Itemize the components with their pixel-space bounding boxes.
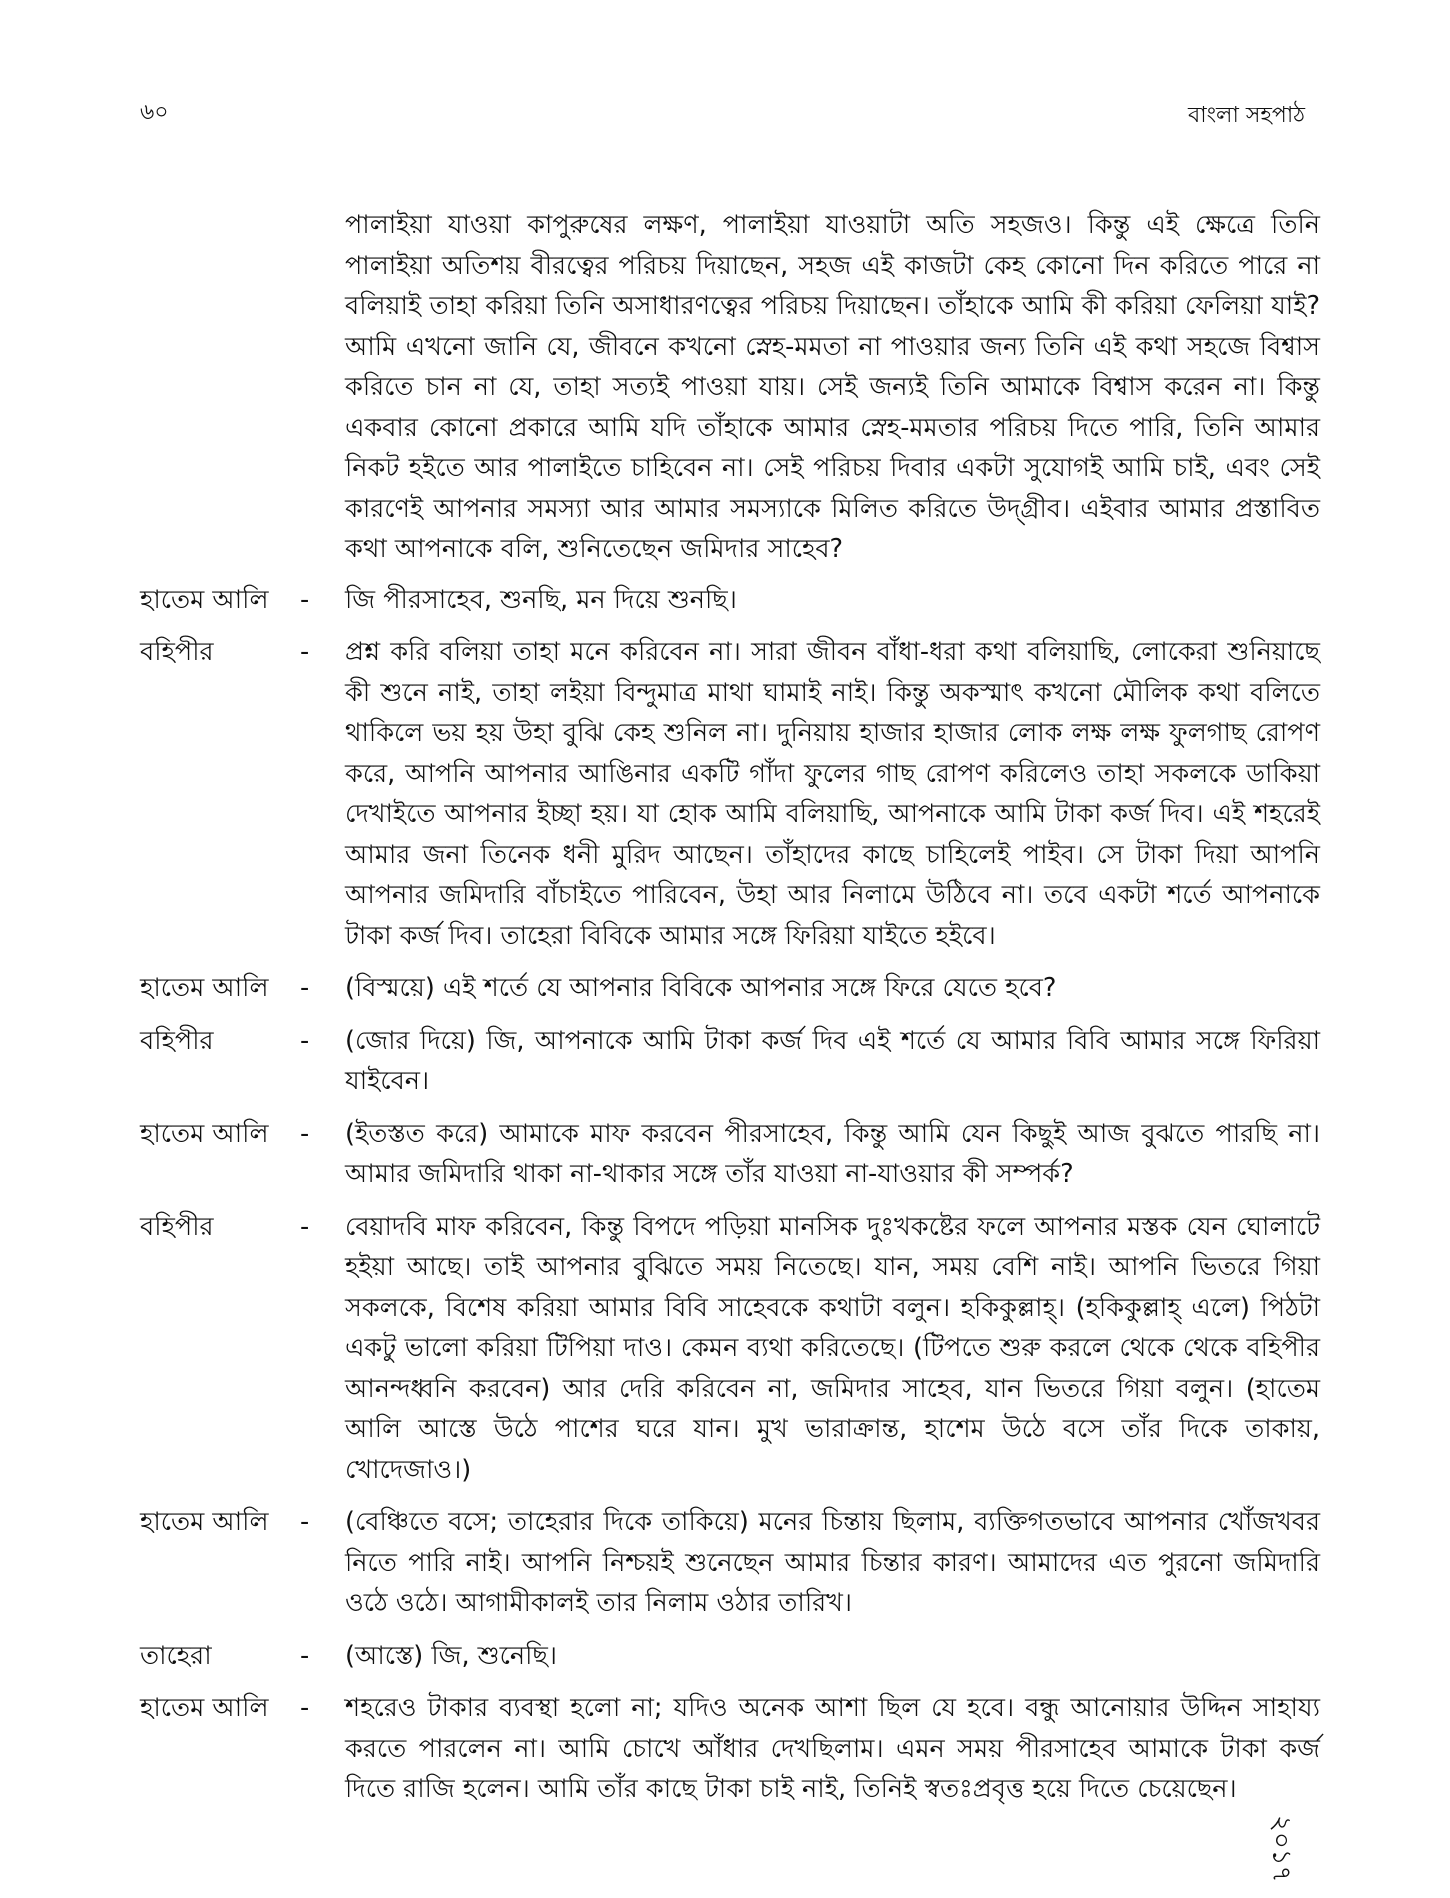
dialogue-row: [140, 968, 1320, 1009]
speaker-dash: -: [300, 1507, 310, 1537]
dialogue-row: [140, 1207, 1320, 1491]
intro-paragraph: পালাইয়া যাওয়া কাপুরুষের লক্ষণ, পালাইয়া যাওয়াটা অতি সহজও। কিন্তু এই ক্ষেত্রে তিনি পালাইয়া অতিশয় বীরত্বের পরিচয় দিয়াছেন, সহজ এই কাজটা কেহ কোনো দিন করিতে পারে না বলিয়াই তাহা করিয়া তিনি অসাধারণত্বের পরিচয় দিয়াছেন। তাঁহাকে আমি কী করিয়া ফেলিয়া যাই? আমি এখনো জানি যে, জীবনে কখনো স্নেহ-মমতা না পাওয়ার জন্য তিনি এই কথা সহজে বিশ্বাস করিতে চান না যে, তাহা সত্যই পাওয়া যায়। সেই জন্যই তিনি আমাকে বিশ্বাস করেন না। কিন্তু একবার কোনো প্রকারে আমি যদি তাঁহাকে আমার স্নেহ-মমতার পরিচয় দিতে পারি, তিনি আমার নিকট হইতে আর পালাইতে চাহিবেন না। সেই পরিচয় দিবার একটা সুযোগই আমি চাই, এবং সেই কারণেই আপনার সমস্যা আর আমার সমস্যাকে মিলিত করিতে উদ্‌গ্রীব। এইবার আমার প্রস্তাবিত কথা আপনাকে বলি, শুনিতেছেন জমিদার সাহেব?: [345, 210, 1320, 564]
book-title: বাংলা সহপাঠ: [1187, 103, 1305, 128]
speaker-name: বহিপীর: [140, 637, 214, 667]
dialogue-text: (বিস্ময়ে) এই শর্তে যে আপনার বিবিকে আপনার সঙ্গে ফিরে যেতে হবে?: [345, 973, 1057, 1003]
page-body: [140, 205, 1320, 1822]
dialogue-text: জি পীরসাহেব, শুনছি, মন দিয়ে শুনছি।: [345, 584, 737, 615]
dialogue-row: [140, 1502, 1320, 1624]
speaker-dash: -: [300, 1118, 310, 1149]
speaker-dash: -: [300, 1693, 310, 1723]
dialogue-row: [140, 1021, 1320, 1102]
dialogue-text: শহরেও টাকার ব্যবস্থা হলো না; যদিও অনেক আশা ছিল যে হবে। বন্ধু আনোয়ার উদ্দিন সাহায্য করতে পারলেন না। আমি চোখে আঁধার দেখছিলাম। এমন সময় পীরসাহেব আমাকে টাকা কর্জ দিতে রাজি হলেন। আমি তাঁর কাছে টাকা চাই নাই, তিনিই স্বতঃপ্রবৃত্ত হয়ে দিতে চেয়েছেন।: [345, 1693, 1320, 1804]
speaker-name: হাতেম আলি: [140, 1118, 269, 1149]
speaker-dash: -: [300, 1211, 310, 1242]
speaker-dash: -: [300, 637, 310, 667]
speaker-dash: -: [300, 1640, 310, 1671]
speaker-dash: -: [300, 1025, 310, 1056]
dialogue-row: [140, 632, 1320, 956]
dialogue-text: (জোর দিয়ে) জি, আপনাকে আমি টাকা কর্জ দিব এই শর্তে যে আমার বিবি আমার সঙ্গে ফিরিয়া যাইবেন।: [345, 1025, 1320, 1096]
dialogue-text: (বেঞ্চিতে বসে; তাহেরার দিকে তাকিয়ে) মনের চিন্তায় ছিলাম, ব্যক্তিগতভাবে আপনার খোঁজখবর নিতে পারি নাই। আপনি নিশ্চয়ই শুনেছেন আমার চিন্তার কারণ। আমাদের এত পুরনো জমিদারি ওঠে ওঠে। আগামীকালই তার নিলাম ওঠার তারিখ।: [345, 1507, 1320, 1618]
speaker-dash: -: [300, 973, 310, 1003]
dialogue-text: বেয়াদবি মাফ করিবেন, কিন্তু বিপদে পড়িয়া মানসিক দুঃখকষ্টের ফলে আপনার মস্তক যেন ঘোলাটে হইয়া আছে। তাই আপনার বুঝিতে সময় নিতেছে। যান, সময় বেশি নাই। আপনি ভিতরে গিয়া সকলকে, বিশেষ করিয়া আমার বিবি সাহেবকে কথাটা বলুন। হকিকুল্লাহ্‌। (হকিকুল্লাহ্‌ এলে) পিঠটা একটু ভালো করিয়া টিপিয়া দাও। কেমন ব্যথা করিতেছে। (টিপতে শুরু করলে থেকে থেকে বহিপীর আনন্দধ্বনি করবেন) আর দেরি করিবেন না, জমিদার সাহেব, যান ভিতরে গিয়া বলুন। (হাতেম আলি আস্তে উঠে পাশের ঘরে যান। মুখ ভারাক্রান্ত, হাশেম উঠে বসে তাঁর দিকে তাকায়, খোদেজাও।): [345, 1211, 1320, 1485]
speaker-name: হাতেম আলি: [140, 973, 269, 1003]
speaker-name: তাহেরা: [140, 1640, 212, 1671]
speaker-name: হাতেম আলি: [140, 584, 269, 615]
speaker-dash: -: [300, 584, 310, 615]
speaker-name: বহিপীর: [140, 1211, 214, 1242]
dialogue-text: (ইতস্তত করে) আমাকে মাফ করবেন পীরসাহেব, কিন্তু আমি যেন কিছুই আজ বুঝতে পারছি না। আমার জমিদারি থাকা না-থাকার সঙ্গে তাঁর যাওয়া না-যাওয়ার কী সম্পর্ক?: [345, 1118, 1320, 1189]
dialogue-text: (আস্তে) জি, শুনেছি।: [345, 1640, 557, 1671]
page-number: ৬০: [140, 100, 169, 125]
dialogue-row: [140, 580, 1320, 621]
speaker-name: বহিপীর: [140, 1025, 214, 1056]
dialogue-row: [140, 1636, 1320, 1677]
dialogue-row: [140, 1114, 1320, 1195]
speaker-name: হাতেম আলি: [140, 1693, 269, 1723]
dialogue-row: [140, 1688, 1320, 1810]
margin-year-stamp: ২০১৭: [1266, 1815, 1296, 1883]
speaker-name: হাতেম আলি: [140, 1507, 269, 1537]
dialogue-text: প্রশ্ন করি বলিয়া তাহা মনে করিবেন না। সারা জীবন বাঁধা-ধরা কথা বলিয়াছি, লোকেরা শুনিয়াছে কী শুনে নাই, তাহা লইয়া বিন্দুমাত্র মাথা ঘামাই নাই। কিন্তু অকস্মাৎ কখনো মৌলিক কথা বলিতে থাকিলে ভয় হয় উহা বুঝি কেহ শুনিল না। দুনিয়ায় হাজার হাজার লোক লক্ষ লক্ষ ফুলগাছ রোপণ করে, আপনি আপনার আঙিনার একটি গাঁদা ফুলের গাছ রোপণ করিলেও তাহা সকলকে ডাকিয়া দেখাইতে আপনার ইচ্ছা হয়। যা হোক আমি বলিয়াছি, আপনাকে আমি টাকা কর্জ দিব। এই শহরেই আমার জনা তিনেক ধনী মুরিদ আছেন। তাঁহাদের কাছে চাহিলেই পাইব। সে টাকা দিয়া আপনি আপনার জমিদারি বাঁচাইতে পারিবেন, উহা আর নিলামে উঠিবে না। তবে একটা শর্তে আপনাকে টাকা কর্জ দিব। তাহেরা বিবিকে আমার সঙ্গে ফিরিয়া যাইতে হইবে।: [345, 637, 1320, 951]
